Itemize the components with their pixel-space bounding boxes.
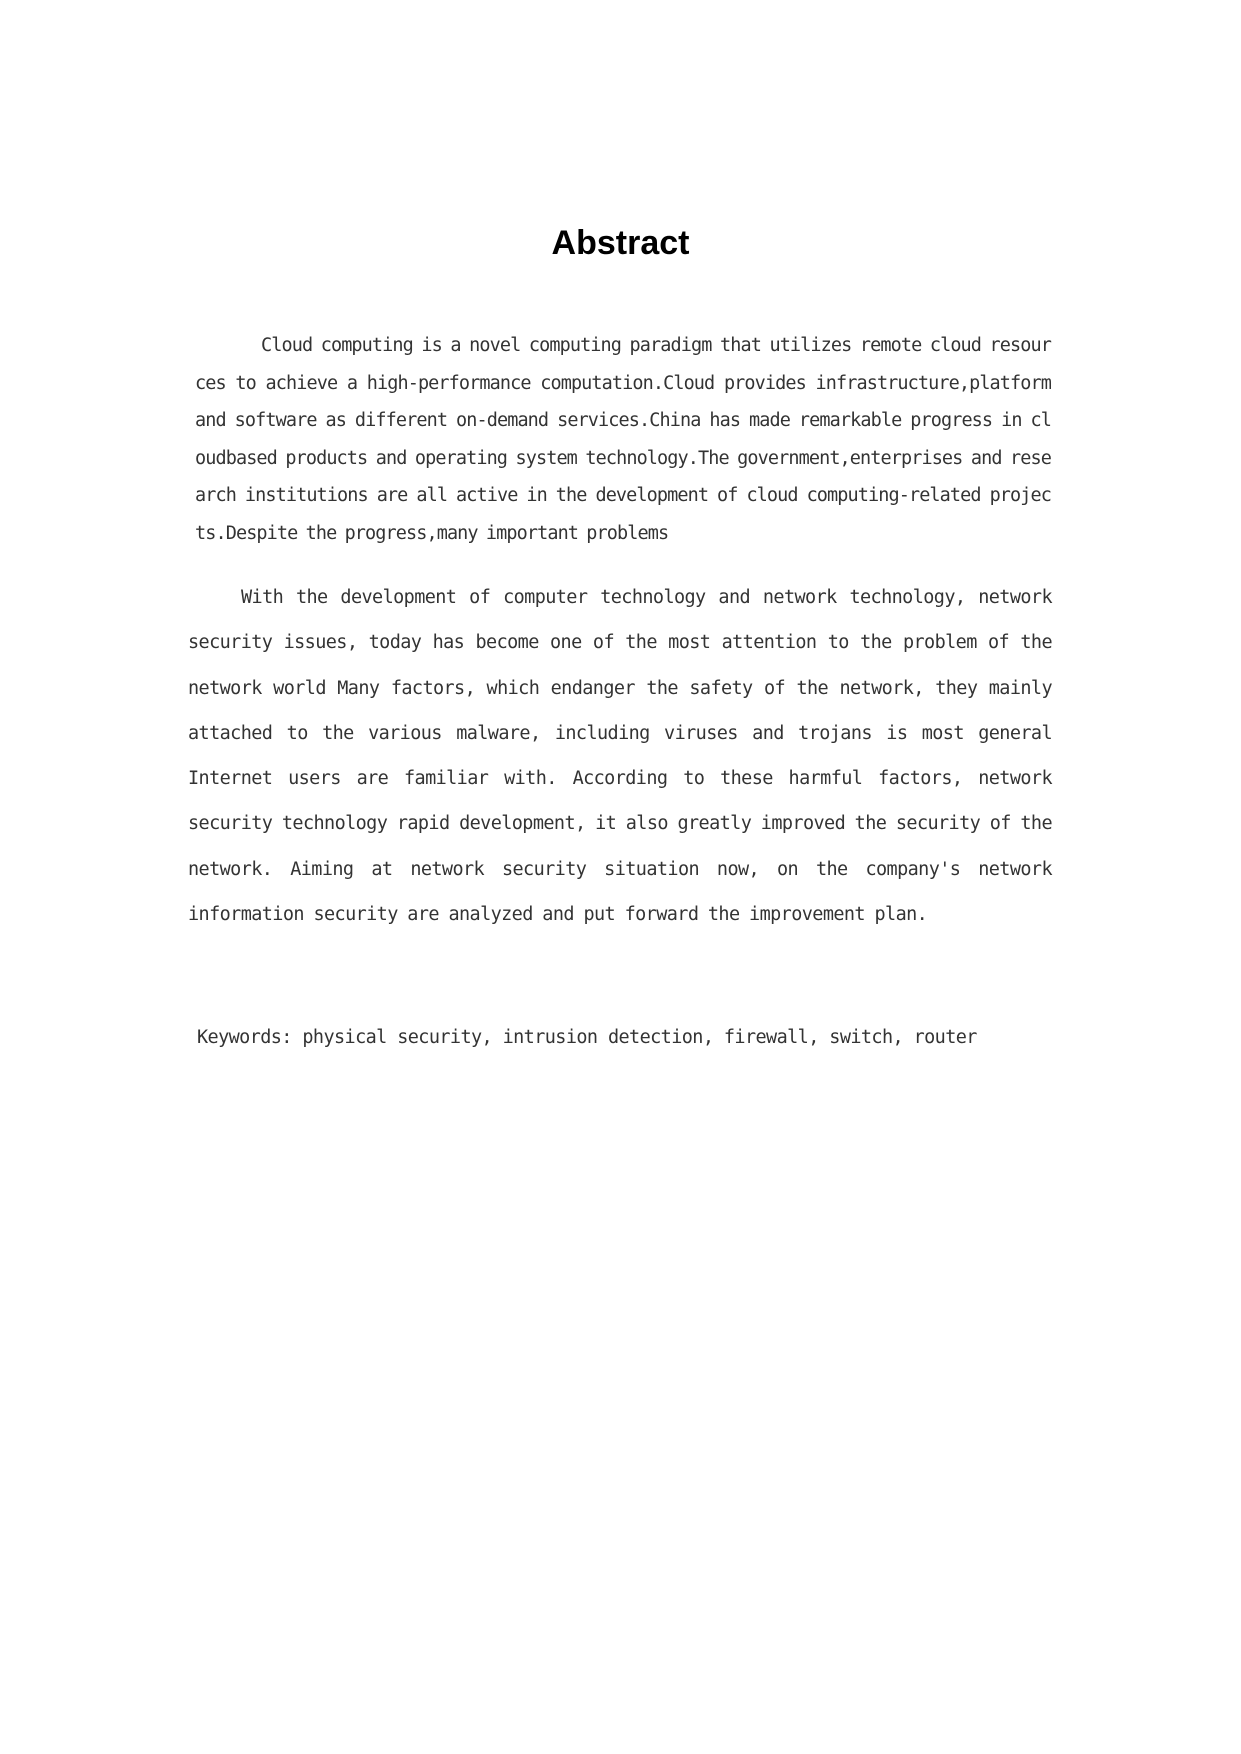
keywords-line: Keywords: physical security, intrusion detection, firewall, switch, router [197, 1026, 977, 1048]
abstract-paragraph-2: With the development of computer technology and network technology, network security issues, today has become one of the most attention to the problem of the network world Many factors, which endanger the safety of the network, they mainly attached to the various malware, including viruses and trojans is most general Internet users are familiar with. According to these harmful factors, network security technology rapid development, it also greatly improved the security of the network. Aiming at network security situation now, on the company's network information security are analyzed and put forward the improvement plan. [188, 587, 1052, 926]
page-title: Abstract [551, 224, 690, 262]
abstract-paragraph-1: Cloud computing is a novel computing paradigm that utilizes remote cloud resources to achieve a high-performance computation.Cloud provides infrastructure,platform and software as different on-demand services.China has made remarkable progress in cloudbased products and operating system technology.The government,enterprises and research institutions are all active in the development of cloud computing-related projects.Despite the progress,many important problems [195, 335, 1051, 544]
